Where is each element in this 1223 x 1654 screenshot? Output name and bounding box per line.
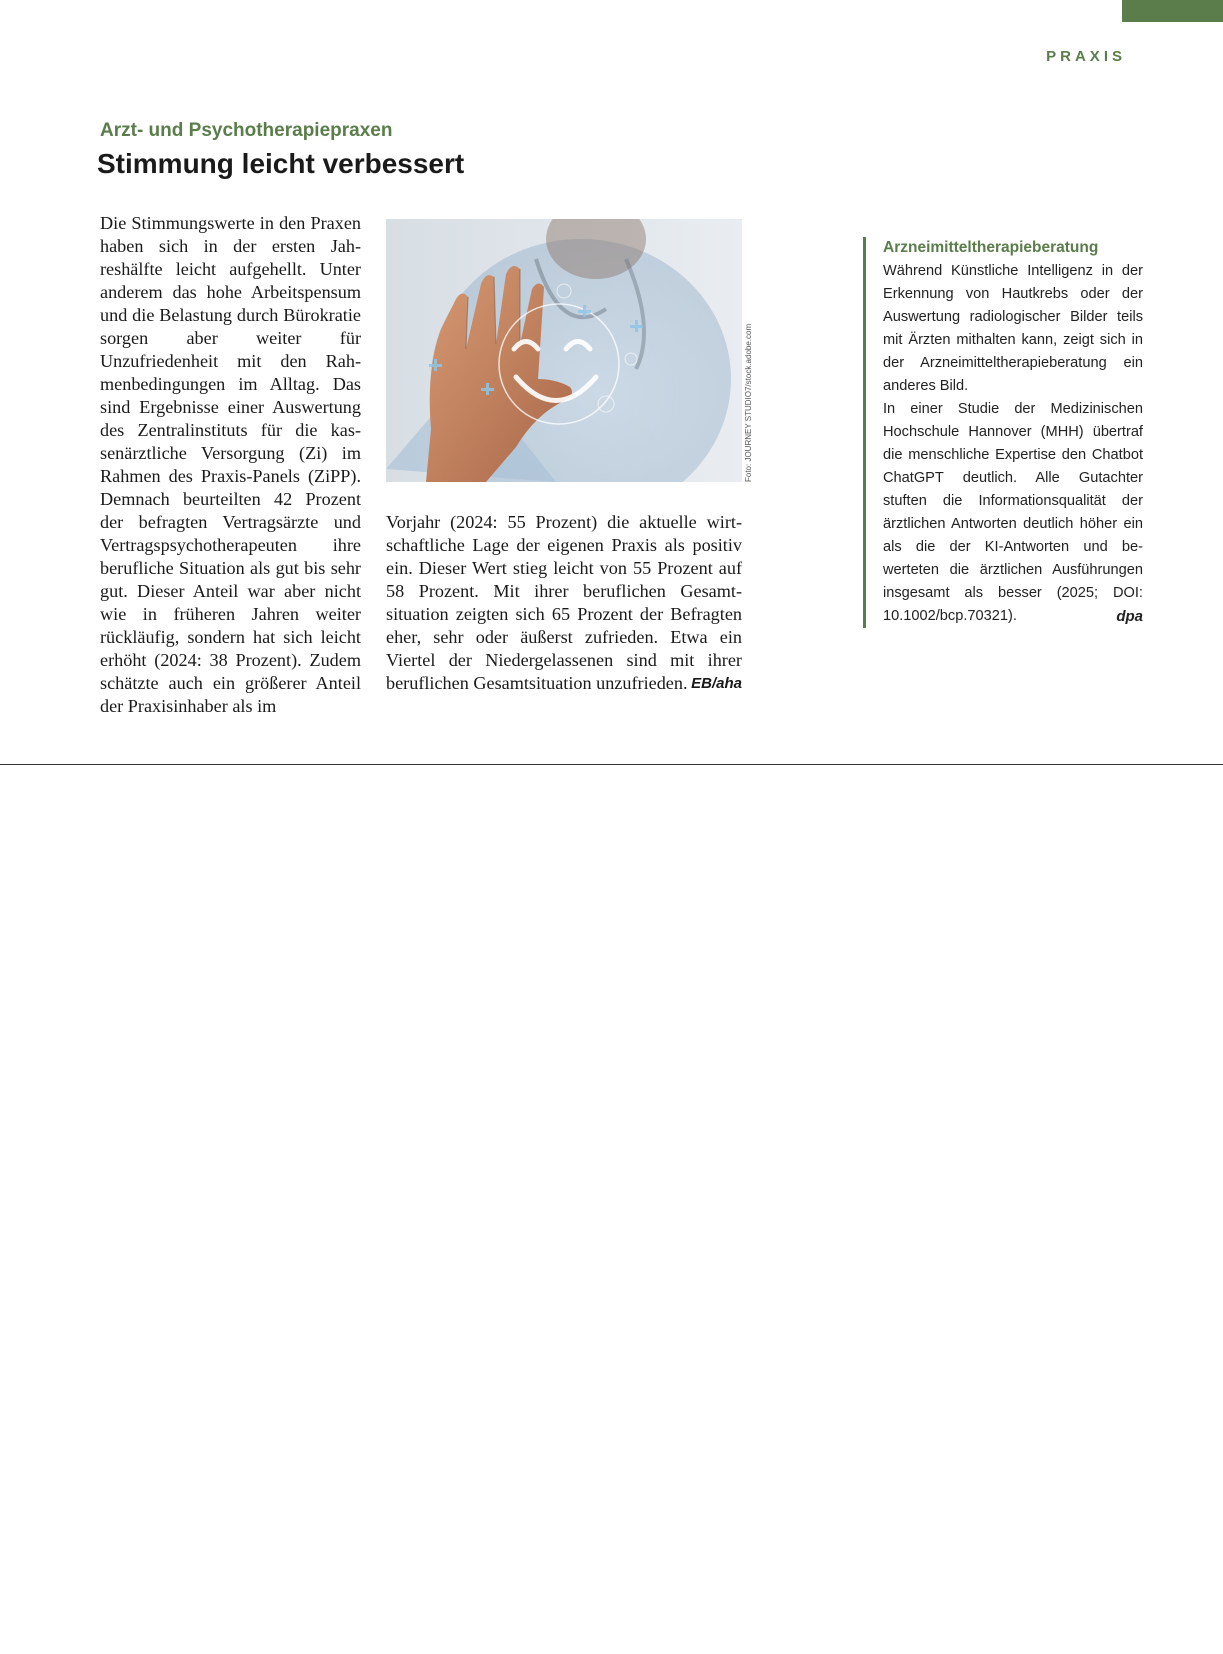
article-column-2 bbox=[386, 511, 742, 695]
sidebar-signature: dpa bbox=[1116, 608, 1143, 625]
article-photo bbox=[386, 219, 742, 482]
sidebar-title: Arzneimitteltherapieberatung bbox=[883, 239, 1099, 256]
section-color-tab bbox=[1122, 0, 1223, 22]
photo-credit: Foto: JOURNEY STUDIO7/stock.adobe.com bbox=[744, 323, 753, 482]
section-label: PRAXIS bbox=[1046, 48, 1126, 65]
article-headline: Stimmung leicht verbessert bbox=[97, 148, 465, 179]
article-signature: EB/aha bbox=[691, 675, 742, 692]
article-column-1: Die Stimmungswerte in den Praxen haben sich in der ersten Jahreshälfte leicht aufgehellt. Unter anderem das hohe Arbeitspensum und die Belastung durch Bürokratie sorgen aber weiter für Unzufriedenheit mit den Rahmenbedingungen im Alltag. Das sind Ergebnisse einer Auswertung des Zentralinstituts für die kassenärztliche Versorgung (Zi) im Rahmen des Praxis-Panels (ZiPP). Demnach beurteilten 42 Prozent der befragten Vertragsärzte und Vertragspsychotherapeuten ihre berufliche Situation als gut bis sehr gut. Dieser Anteil war aber nicht wie in früheren Jahren weiter rückläufig, sondern hat sich leicht erhöht (2024: 38 Prozent). Zudem schätzte auch ein größerer Anteil der Praxisinhaber als im bbox=[100, 213, 361, 716]
sidebar-paragraph-2-text: In einer Studie der Medizinischen Hochschule Hannover (MHH) übertraf die menschliche Expertise den Chatbot ChatGPT deutlich. Alle Gutachter stuften die Informationsqualität der ärztlichen Antworten deutlich höher ein als die der KI-Antworten und bewerteten die ärztlichen Ausführungen insgesamt als besser (2025; DOI: 10.1002/bcp.70321). bbox=[883, 401, 1143, 624]
sidebar-paragraph-1: Während Künstliche Intelligenz in der Erkennung von Hautkrebs oder der Auswertung radiologischer Bilder teils mit Ärzten mithalten kann, zeigt sich in der Arzneimitteltherapieberatung ein anderes Bild. bbox=[883, 263, 1143, 394]
section-divider bbox=[0, 764, 1223, 765]
sidebar-paragraph-2 bbox=[883, 398, 1143, 628]
article-column-2-text: Vorjahr (2024: 55 Prozent) die aktuelle wirtschaftliche Lage der eigenen Praxis als positiv ein. Dieser Wert stieg leicht von 55 Prozent auf 58 Prozent. Mit ihrer beruflichen Gesamtsituation zeigten sich 65 Prozent der Befragten eher, sehr oder äußerst zufrieden. Etwa ein Viertel der Niedergelassenen sind mit ihrer beruflichen Gesamtsituation unzufrieden. bbox=[386, 512, 742, 693]
doctor-hand-smiley-photo bbox=[386, 219, 742, 482]
article-kicker: Arzt- und Psychotherapiepraxen bbox=[100, 120, 393, 141]
sidebar-box bbox=[863, 237, 1143, 628]
